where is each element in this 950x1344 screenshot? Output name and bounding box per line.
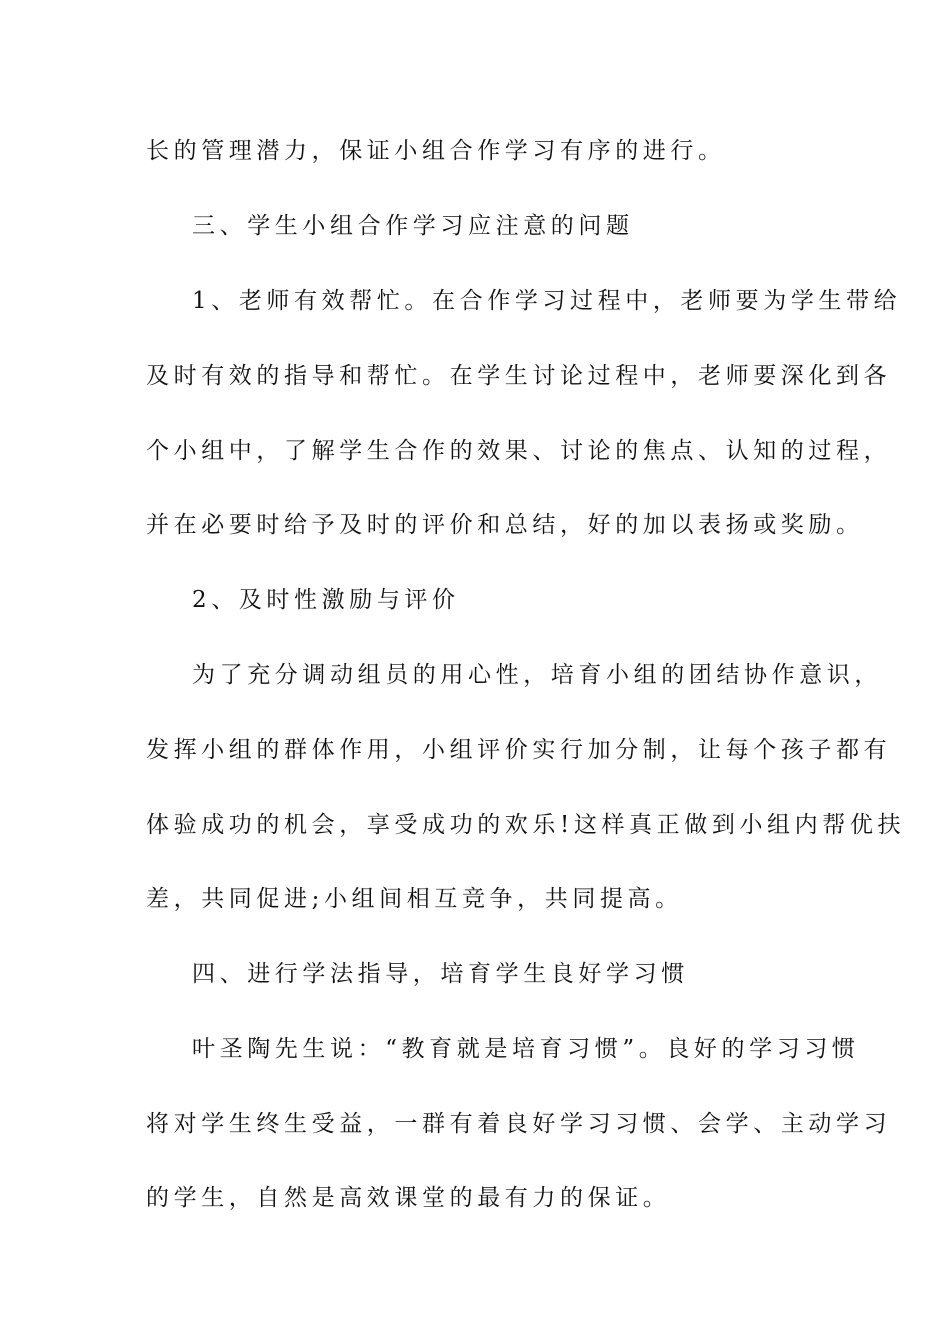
section-heading: 三、学生小组合作学习应注意的问题 [192, 213, 634, 239]
text-line: 差，共同促进;小组间相互竞争，共同提高。 [146, 886, 683, 912]
text-line: 及时有效的指导和帮忙。在学生讨论过程中，老师要深化到各 [146, 363, 892, 389]
section-heading: 四、进行学法指导，培育学生良好学习惯 [192, 961, 689, 987]
text-line: 1、老师有效帮忙。在合作学习过程中，老师要为学生带给 [192, 288, 902, 314]
sub-heading: 2、及时性激励与评价 [192, 587, 460, 613]
text-line: 长的管理潜力，保证小组合作学习有序的进行。 [146, 138, 726, 164]
text-line: 叶圣陶先生说：“教育就是培育习惯”。良好的学习习惯 [192, 1036, 860, 1062]
text-line: 为了充分调动组员的用心性，培育小组的团结协作意识， [192, 662, 882, 688]
text-line: 并在必要时给予及时的评价和总结，好的加以表扬或奖励。 [146, 512, 864, 538]
text-line: 的学生，自然是高效课堂的最有力的保证。 [146, 1185, 671, 1211]
text-line: 发挥小组的群体作用，小组评价实行加分制，让每个孩子都有 [146, 737, 892, 763]
text-line: 将对学生终生受益，一群有着良好学习习惯、会学、主动学习 [146, 1111, 892, 1137]
text-line: 个小组中，了解学生合作的效果、讨论的焦点、认知的过程， [146, 438, 892, 464]
text-line: 体验成功的机会，享受成功的欢乐!这样真正做到小组内帮优扶 [146, 812, 906, 838]
